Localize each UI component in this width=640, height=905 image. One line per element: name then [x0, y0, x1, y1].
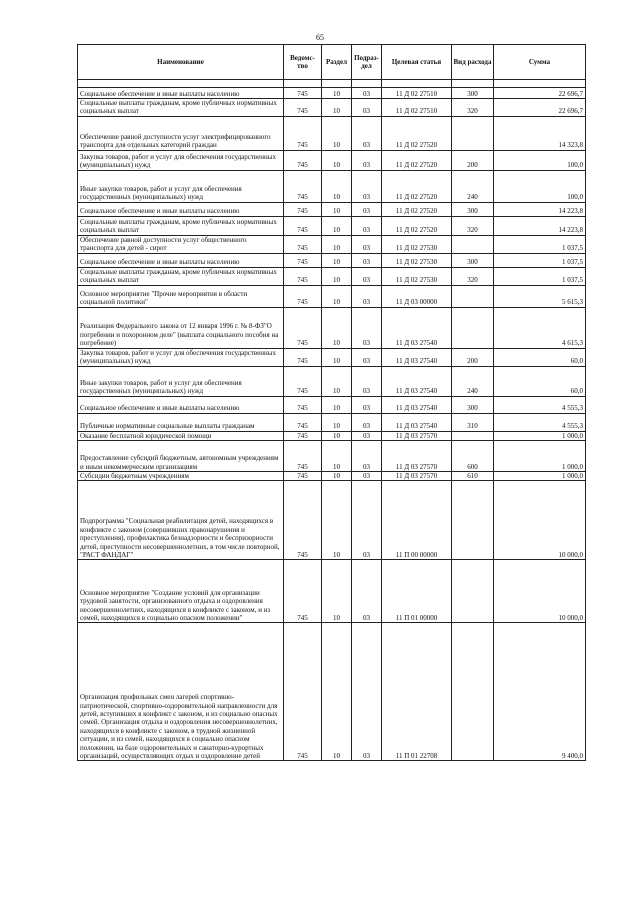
cell-ved: 745 [284, 560, 322, 623]
table-row [78, 216, 586, 235]
header-razd: Раздел [322, 45, 352, 80]
cell-ved: 745 [284, 623, 322, 761]
cell-name: Социальные выплаты гражданам, кроме публичных нормативных социальных выплат [78, 99, 284, 117]
cell-name: Предоставление субсидий бюджетным, автономным учреждениям и иным некоммерческим организациям [78, 441, 284, 472]
cell-podr: 03 [352, 170, 382, 202]
cell-ved: 745 [284, 116, 322, 150]
header-vid: Вид расхода [452, 45, 494, 80]
cell-vid: 300 [452, 396, 494, 413]
cell-razd: 10 [322, 150, 352, 170]
cell-vid [452, 285, 494, 307]
cell-podr: 03 [352, 216, 382, 235]
cell-stat: 11 Д 03 27540 [382, 307, 452, 348]
cell-stat: 11 Д 02 27510 [382, 88, 452, 99]
cell-razd: 10 [322, 441, 352, 472]
cell-sum: 5 615,3 [494, 285, 586, 307]
cell-ved: 745 [284, 348, 322, 366]
cell-razd: 10 [322, 253, 352, 267]
budget-table [77, 44, 586, 761]
cell-podr: 03 [352, 396, 382, 413]
cell-stat: 11 Д 03 27570 [382, 472, 452, 481]
cell-stat: 11 Д 03 27540 [382, 413, 452, 431]
cell-ved: 745 [284, 396, 322, 413]
cell-sum: 9 400,0 [494, 623, 586, 761]
cell-ved: 745 [284, 366, 322, 396]
cell-sum: 14 223,8 [494, 216, 586, 235]
cell-podr: 03 [352, 202, 382, 216]
cell-podr: 03 [352, 348, 382, 366]
cell-vid [452, 481, 494, 560]
cell-stat: 11 Д 03 27570 [382, 431, 452, 440]
cell-sum: 14 323,8 [494, 116, 586, 150]
cell-stat: 11 Д 02 27520 [382, 116, 452, 150]
cell-name: Иные закупки товаров, работ и услуг для обеспечения государственных (муниципальных) нужд [78, 170, 284, 202]
cell-sum: 22 696,7 [494, 99, 586, 117]
cell-razd: 10 [322, 560, 352, 623]
cell-sum: 10 000,0 [494, 481, 586, 560]
cell-vid: 320 [452, 216, 494, 235]
cell-stat: 11 Д 03 27540 [382, 396, 452, 413]
cell-vid: 320 [452, 99, 494, 117]
header-stat: Целевая статья [382, 45, 452, 80]
cell-vid [452, 307, 494, 348]
table-row [78, 202, 586, 216]
cell-razd: 10 [322, 472, 352, 481]
cell-podr: 03 [352, 481, 382, 560]
cell-vid: 300 [452, 202, 494, 216]
cell-ved: 745 [284, 413, 322, 431]
cell-podr: 03 [352, 235, 382, 253]
cell-podr: 03 [352, 150, 382, 170]
cell-razd: 10 [322, 431, 352, 440]
cell-name: Социальные выплаты гражданам, кроме публичных нормативных социальных выплат [78, 267, 284, 285]
cell-ved: 745 [284, 441, 322, 472]
cell-razd: 10 [322, 235, 352, 253]
cell-razd: 10 [322, 99, 352, 117]
cell-vid: 300 [452, 253, 494, 267]
cell-stat: 11 П 01 22708 [382, 623, 452, 761]
cell-vid: 200 [452, 348, 494, 366]
cell-name: Публичные нормативные социальные выплаты гражданам [78, 413, 284, 431]
cell-vid [452, 623, 494, 761]
cell-vid: 600 [452, 441, 494, 472]
cell-sum: 4 555,3 [494, 396, 586, 413]
cell-podr: 03 [352, 99, 382, 117]
cell-ved: 745 [284, 99, 322, 117]
cell-name: Оказание бесплатной юридической помощи [78, 431, 284, 440]
cell-vid [452, 116, 494, 150]
cell-razd: 10 [322, 307, 352, 348]
cell-stat: 11 Д 03 27570 [382, 441, 452, 472]
cell-sum: 60,0 [494, 366, 586, 396]
table-header-row [78, 45, 586, 80]
table-row [78, 116, 586, 150]
cell-name: Закупка товаров, работ и услуг для обеспечения государственных (муниципальных) нужд [78, 348, 284, 366]
cell-name: Организация профильных смен лагерей спортивно-патриотической, спортивно-оздоровительной направленности для детей, вступивших в конфликт с законом, и из социально опасных семей. Организация отдыха и оздоровления несовершеннолетних, находящихся в конфликте с законом, в трудной жизненной ситуации, и из семей, находящихся в социально опасном положении, на базе оздоровительных и санаторно-курортных организаций, осуществляющих отдых и оздоровление детей [78, 623, 284, 761]
table-row [78, 623, 586, 761]
cell-name: Основное мероприятие "Создание условий для организации трудовой занятости, организованного отдыха и оздоровления несовершеннолетних, находящихся в конфликте с законом, и из семей, находящихся в социально опасном положении" [78, 560, 284, 623]
cell-podr: 03 [352, 116, 382, 150]
table-row [78, 235, 586, 253]
cell-name: Реализация Федерального закона от 12 января 1996 г. № 8-ФЗ"О погребении и похоронном деле" (выплата социального пособия на погребение) [78, 307, 284, 348]
cell-name: Субсидии бюджетным учреждениям [78, 472, 284, 481]
table-row [78, 150, 586, 170]
cell-ved: 745 [284, 88, 322, 99]
cell-ved: 745 [284, 285, 322, 307]
cell-razd: 10 [322, 348, 352, 366]
cell-stat: 11 Д 02 27520 [382, 216, 452, 235]
cell-ved: 745 [284, 431, 322, 440]
table-row [78, 267, 586, 285]
cell-name: Обеспечение равной доступности услуг общественного транспорта для детей - сирот [78, 235, 284, 253]
cell-ved: 745 [284, 202, 322, 216]
cell-podr: 03 [352, 441, 382, 472]
cell-podr: 03 [352, 88, 382, 99]
cell-name: Социальное обеспечение и иные выплаты населению [78, 396, 284, 413]
cell-stat: 11 Д 02 27510 [382, 99, 452, 117]
cell-stat: 11 Д 02 27520 [382, 150, 452, 170]
cell-sum: 1 000,0 [494, 472, 586, 481]
cell-name: Социальное обеспечение и иные выплаты населению [78, 88, 284, 99]
cell-name: Социальное обеспечение и иные выплаты населению [78, 202, 284, 216]
cell-vid: 610 [452, 472, 494, 481]
table-row [78, 170, 586, 202]
cell-podr: 03 [352, 560, 382, 623]
cell-razd: 10 [322, 413, 352, 431]
cell-razd: 10 [322, 396, 352, 413]
cell-razd: 10 [322, 285, 352, 307]
table-row [78, 431, 586, 440]
table-body [78, 88, 586, 761]
cell-stat: 11 Д 03 27540 [382, 348, 452, 366]
cell-name: Основное мероприятие "Прочие мероприятия в области социальной политики" [78, 285, 284, 307]
cell-podr: 03 [352, 431, 382, 440]
cell-stat: 11 Д 02 27530 [382, 235, 452, 253]
header-podr: Подраз-дел [352, 45, 382, 80]
cell-vid: 310 [452, 413, 494, 431]
cell-razd: 10 [322, 481, 352, 560]
cell-stat: 11 Д 02 27530 [382, 267, 452, 285]
cell-podr: 03 [352, 253, 382, 267]
cell-ved: 745 [284, 216, 322, 235]
cell-vid: 240 [452, 366, 494, 396]
page-number: 65 [316, 33, 324, 42]
cell-razd: 10 [322, 366, 352, 396]
cell-sum: 1 037,5 [494, 267, 586, 285]
cell-vid: 320 [452, 267, 494, 285]
cell-stat: 11 Д 03 00000 [382, 285, 452, 307]
cell-vid [452, 431, 494, 440]
table-row [78, 560, 586, 623]
cell-ved: 745 [284, 267, 322, 285]
cell-sum: 60,0 [494, 348, 586, 366]
cell-razd: 10 [322, 267, 352, 285]
cell-vid: 240 [452, 170, 494, 202]
table-row [78, 441, 586, 472]
cell-vid: 300 [452, 88, 494, 99]
cell-name: Закупка товаров, работ и услуг для обеспечения государственных (муниципальных) нужд [78, 150, 284, 170]
cell-ved: 745 [284, 472, 322, 481]
cell-stat: 11 П 00 00000 [382, 481, 452, 560]
header-spacer-row [78, 80, 586, 88]
cell-ved: 745 [284, 481, 322, 560]
cell-podr: 03 [352, 413, 382, 431]
table-row [78, 307, 586, 348]
cell-sum: 4 615,3 [494, 307, 586, 348]
table-row [78, 413, 586, 431]
cell-name: Иные закупки товаров, работ и услуг для обеспечения государственных (муниципальных) нужд [78, 366, 284, 396]
cell-stat: 11 П 01 00000 [382, 560, 452, 623]
table-row [78, 366, 586, 396]
cell-sum: 10 000,0 [494, 560, 586, 623]
header-sum: Сумма [494, 45, 586, 80]
cell-podr: 03 [352, 472, 382, 481]
table-row [78, 481, 586, 560]
cell-sum: 1 000,0 [494, 431, 586, 440]
table-row [78, 253, 586, 267]
cell-stat: 11 Д 02 27520 [382, 202, 452, 216]
cell-sum: 100,0 [494, 170, 586, 202]
cell-razd: 10 [322, 216, 352, 235]
cell-vid [452, 560, 494, 623]
table-row [78, 99, 586, 117]
cell-sum: 1 037,5 [494, 253, 586, 267]
cell-sum: 14 223,8 [494, 202, 586, 216]
cell-ved: 745 [284, 170, 322, 202]
cell-vid: 200 [452, 150, 494, 170]
cell-sum: 100,0 [494, 150, 586, 170]
cell-podr: 03 [352, 623, 382, 761]
cell-sum: 1 037,5 [494, 235, 586, 253]
cell-ved: 745 [284, 253, 322, 267]
cell-name: Социальное обеспечение и иные выплаты населению [78, 253, 284, 267]
cell-sum: 1 000,0 [494, 441, 586, 472]
cell-podr: 03 [352, 366, 382, 396]
table-row [78, 88, 586, 99]
cell-stat: 11 Д 02 27530 [382, 253, 452, 267]
cell-razd: 10 [322, 88, 352, 99]
header-name: Наименование [78, 45, 284, 80]
table-row [78, 285, 586, 307]
cell-ved: 745 [284, 150, 322, 170]
header-ved: Ведомс-тво [284, 45, 322, 80]
cell-podr: 03 [352, 307, 382, 348]
cell-razd: 10 [322, 202, 352, 216]
cell-stat: 11 Д 02 27520 [382, 170, 452, 202]
table-row [78, 348, 586, 366]
cell-razd: 10 [322, 623, 352, 761]
table-row [78, 472, 586, 481]
cell-podr: 03 [352, 267, 382, 285]
cell-podr: 03 [352, 285, 382, 307]
cell-vid [452, 235, 494, 253]
cell-name: Обеспечение равной доступности услуг электрифицированного транспорта для отдельных категорий граждан [78, 116, 284, 150]
cell-razd: 10 [322, 170, 352, 202]
cell-sum: 4 555,3 [494, 413, 586, 431]
cell-ved: 745 [284, 235, 322, 253]
cell-razd: 10 [322, 116, 352, 150]
cell-sum: 22 696,7 [494, 88, 586, 99]
cell-ved: 745 [284, 307, 322, 348]
cell-stat: 11 Д 03 27540 [382, 366, 452, 396]
cell-name: Социальные выплаты гражданам, кроме публичных нормативных социальных выплат [78, 216, 284, 235]
cell-name: Подпрограмма "Социальная реабилитация детей, находящихся в конфликте с законом (совершивших правонарушения и преступления), профилактика безнадзорности и беспризорности детей, преступности несовершеннолетних, в том числе повторной, "РАСТ ФАНДАГ" [78, 481, 284, 560]
table-row [78, 396, 586, 413]
